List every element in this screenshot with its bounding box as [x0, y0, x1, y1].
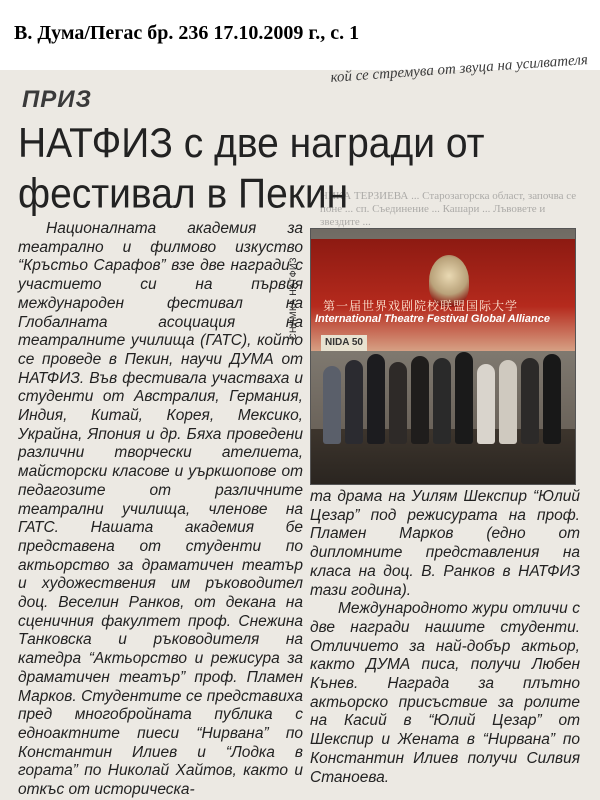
photo-credit: СНИМКА НАТФИЗ — [288, 257, 298, 340]
person-silhouette — [389, 362, 407, 444]
article-column-left — [18, 220, 303, 800]
person-silhouette — [499, 360, 517, 444]
headline: НАТФИЗ с две награди от фестивал в Пекин — [18, 120, 485, 218]
banner-chinese-text: 第一届世界戏剧院校联盟国际大学 — [323, 299, 519, 313]
person-silhouette — [521, 358, 539, 444]
bleed-through-right: НИКА ТЕРЗИЕВА ... Старозагорска област, започва се поне ... сп. Съединение ... Кашари ... Лъвовете и звездите ... — [320, 190, 577, 228]
article-paragraph: Националната академия за театрално и филмово изкуство “Кръстьо Сарафов” взе две награди с участието си на първия международен фестивал на Глобалната асоциация на театралните училища (ГАТС), който се проведе в Пекин, научи ДУМА от НАТФИЗ. Във фестивала участваха и студенти от Австралия, Германия, Индия, Китай, Корея, Мексико, Украйна, Япония и др. Бяха проведени различни творчески ателиета, майсторски класове и уъркшопове от педагозите от различните театрални училища, членове на ГАТС. Нашата академия бе представена от студенти по актьорство за драматичен театър и художествения им ръководител доц. Веселин Ранков, от декана на сценичния факултет проф. Снежина Танковска и ръководителя на катедра “Актьорство и режисура за драматичен театър” проф. Пламен Марков. Студентите се представиха пред многобройната публика с едноактните пиеси “Нирвана” по Константин Илиев и “Лодка в гората” по Николай Хайтов, както и откъс от историческа- — [18, 220, 303, 799]
newspaper-clipping — [0, 52, 600, 800]
person-silhouette — [367, 354, 385, 444]
bleed-through-text: кой се стремува от звуца на усилвателя — [330, 52, 589, 86]
source-line: В. Дума/Пегас бр. 236 17.10.2009 г., с. 1 — [14, 22, 360, 44]
person-silhouette — [323, 366, 341, 444]
banner-english-text: International Theatre Festival Global Alliance — [315, 313, 550, 325]
person-silhouette — [411, 356, 429, 444]
person-silhouette — [455, 352, 473, 444]
person-silhouette — [543, 354, 561, 444]
person-silhouette — [433, 358, 451, 444]
rubric-label: ПРИЗ — [22, 86, 92, 113]
article-photo — [310, 228, 576, 485]
person-silhouette — [477, 364, 495, 444]
nida-logo: NIDA 50 — [321, 335, 367, 351]
person-silhouette — [345, 360, 363, 444]
article-column-right — [310, 488, 580, 800]
festival-banner — [311, 239, 575, 351]
article-paragraph: та драма на Уилям Шекспир “Юлий Цезар” под режисурата на проф. Пламен Марков (едно от дипломните представления на класа на доц. В. Ранков в НАТФИЗ тази година). — [310, 488, 580, 599]
article-paragraph: Международното жури отличи с две награди нашите студенти. Отличието за най-добър актьор, както ДУМА писа, получи Любен Кънев. Награда за плътно актьорско присъствие за ролите на Касий в “Юлий Цезар” от Шекспир и Жената в “Нирвана” по Константин Илиев получи Силвия Станоева. — [310, 600, 580, 786]
